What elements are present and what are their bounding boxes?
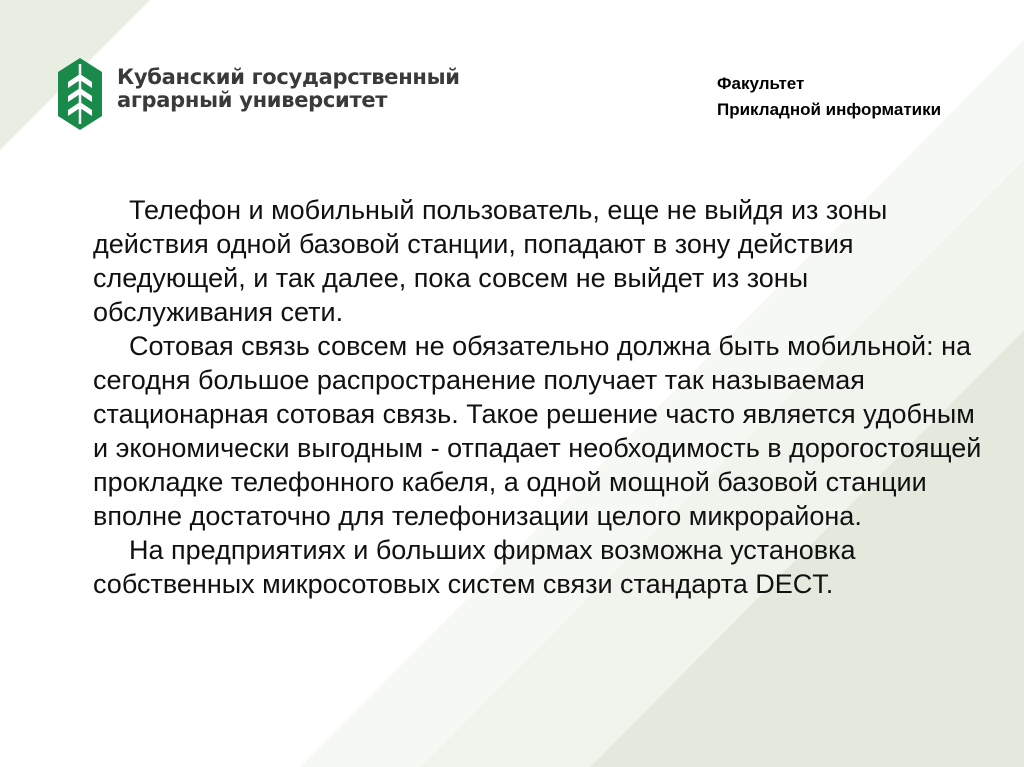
paragraph-2: Сотовая связь совсем не обязательно должна быть мобильной: на сегодня большое распространение получает так называемая стационарная сотовая связь. Такое решение часто является удобным и экономически выгодным - отпадает необходимость в дорогостоящей прокладке телефонного кабеля, а одной мощной базовой станции вполне достаточно для телефонизации целого микрорайона. [93, 331, 982, 531]
paragraph-1: Телефон и мобильный пользователь, еще не выйдя из зоны действия одной базовой станции, попадают в зону действия следующей, и так далее, пока совсем не выйдет из зоны обслуживания сети. [93, 195, 888, 327]
slide-body-text [93, 193, 993, 601]
faculty-title-line2: Прикладной информатики [717, 100, 942, 119]
university-name-line1: Кубанский государственный [117, 65, 460, 89]
wheat-ear-icon [58, 58, 102, 130]
faculty-title [717, 71, 941, 123]
university-name [117, 66, 460, 112]
university-name-line2: аграрный университет [117, 88, 388, 112]
paragraph-3: На предприятиях и больших фирмах возможна установка собственных микросотовых систем связи стандарта DECT. [93, 535, 856, 599]
faculty-title-line1: Факультет [717, 74, 805, 93]
